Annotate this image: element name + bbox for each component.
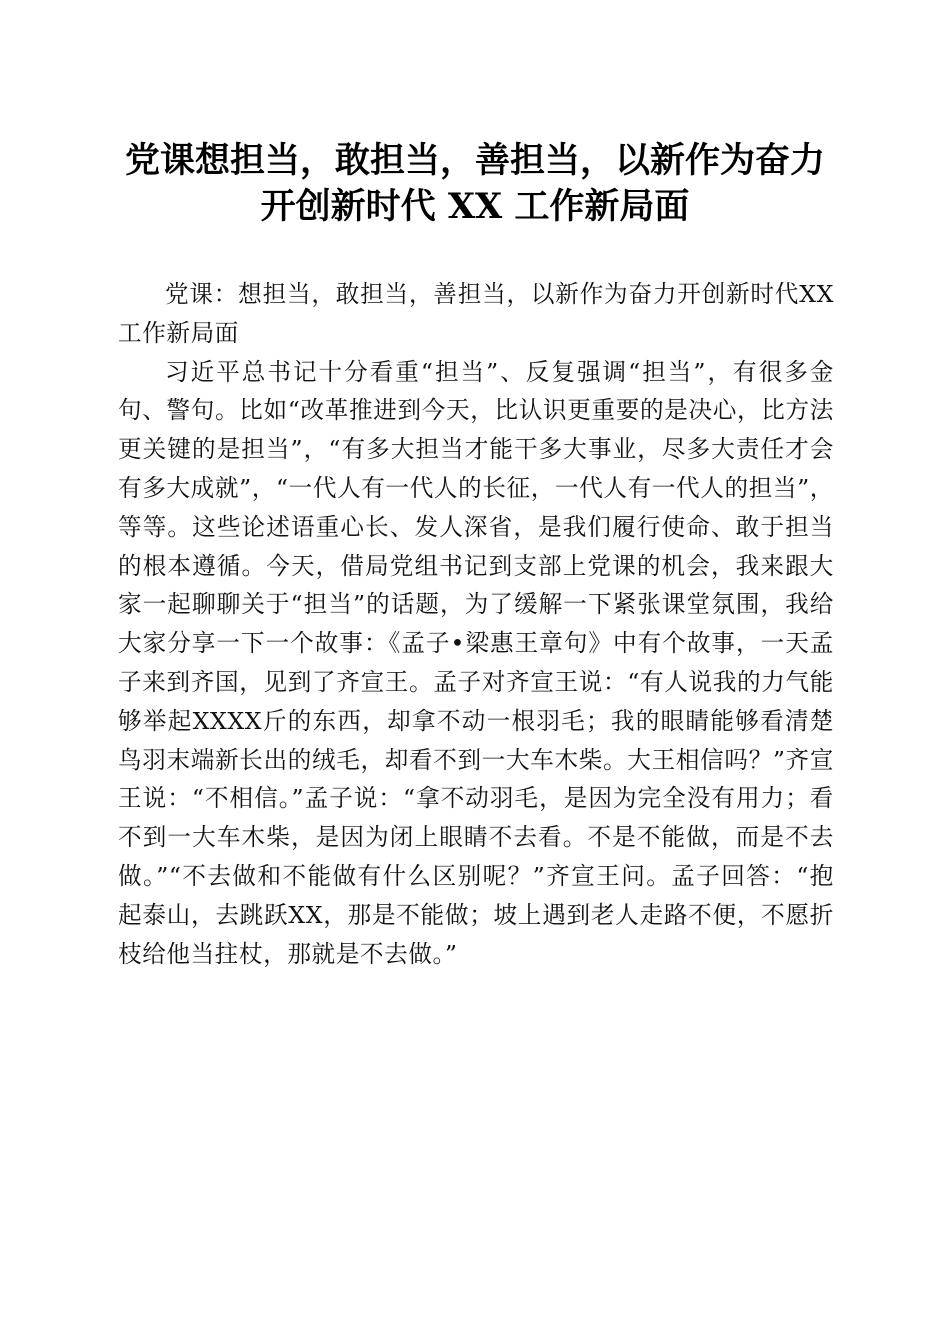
title-line-1: 党课想担当，敢担当，善担当，以新作为奋力	[124, 140, 825, 181]
title-line-2: 开创新时代 XX 工作新局面	[260, 186, 690, 227]
paragraph-main: 习近平总书记十分看重“担当”、反复强调“担当”，有很多金句、警句。比如“改革推进到今天，比认识更重要的是决心，比方法更关键的是担当”，“有多大担当才能干多大事业，尽多大责任才会有多大成就”，“一代人有一代人的长征，一代人有一代人的担当”，等等。这些论述语重心长、发人深省，是我们履行使命、敢于担当的根本遵循。今天，借局党组书记到支部上党课的机会，我来跟大家一起聊聊关于“担当”的话题，为了缓解一下紧张课堂氛围，我给大家分享一下一个故事：《孟子•梁惠王章句》中有个故事，一天孟子来到齐国，见到了齐宣王。孟子对齐宣王说：“有人说我的力气能够举起XXXX斤的东西，却拿不动一根羽毛；我的眼睛能够看清楚鸟羽末端新长出的绒毛，却看不到一大车木柴。大王相信吗？”齐宣王说：“不相信。”孟子说：“拿不动羽毛，是因为完全没有用力；看不到一大车木柴，是因为闭上眼睛不去看。不是不能做，而是不去做。”“不去做和不能做有什么区别呢？”齐宣王问。孟子回答：“抱起泰山，去跳跃XX，那是不能做；坡上遇到老人走路不便，不愿折枝给他当拄杖，那就是不去做。”	[118, 357, 834, 968]
document-body	[118, 275, 834, 973]
document-title	[100, 138, 850, 230]
paragraph-subtitle: 党课：想担当，敢担当，善担当，以新作为奋力开创新时代XX工作新局面	[118, 280, 834, 347]
